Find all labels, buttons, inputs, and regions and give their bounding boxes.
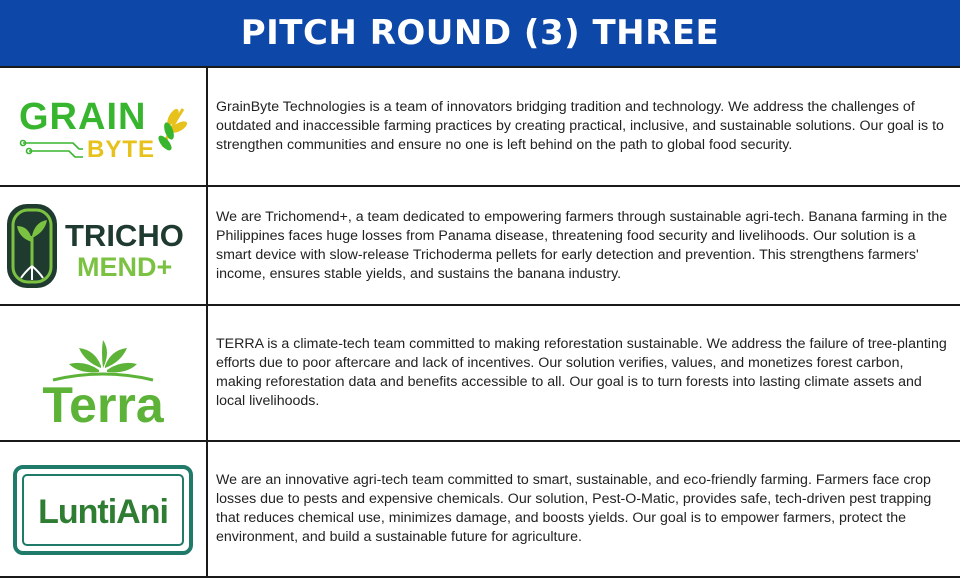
plant-shield-icon	[7, 204, 57, 288]
grainbyte-logo	[13, 87, 193, 167]
wheat-icon	[156, 107, 189, 152]
terra-logo-word: Terra	[42, 377, 164, 428]
luntiani-logo-cell	[0, 441, 207, 577]
trichomend-logo	[3, 196, 203, 296]
luntiani-description: We are an innovative agri-tech team committed to smart, sustainable, and eco-friendly farming. Farmers face crop losses due to pests and expensive chemicals. Our solution, Pest-O-Matic, provides safe, tech-driven pest trapping that reduces chemical use, minimizes damage, and boosts yields. Our goal is to empower farmers, protect the environment, and build a sustainable future for agriculture.	[207, 441, 960, 577]
circuit-icon	[21, 140, 84, 157]
luntiani-logo	[11, 459, 195, 559]
trichomend-logo-word-mend: MEND+	[77, 251, 173, 282]
team-row-luntiani	[0, 441, 960, 577]
team-row-terra	[0, 305, 960, 441]
luntiani-logo-word: LuntiAni	[38, 493, 168, 531]
grainbyte-logo-cell	[0, 68, 207, 186]
terra-logo-cell	[0, 305, 207, 441]
page-title: PITCH ROUND (3) THREE	[0, 0, 960, 68]
trichomend-description: We are Trichomend+, a team dedicated to empowering farmers through sustainable agri-tech. Banana farming in the Philippines faces huge losses from Panama disease, threatening food security and livelihoods. Our solution is a smart device with slow-release Trichoderma pellets for early detection and prevention. This strengthens farmers' income, ensures stable yields, and sustains the banana industry.	[207, 186, 960, 305]
grainbyte-logo-word-grain: GRAIN	[19, 95, 147, 138]
trichomend-logo-cell	[0, 186, 207, 305]
grainbyte-logo-word-byte: BYTE	[87, 135, 156, 163]
pitch-table	[0, 68, 960, 578]
terra-logo	[13, 318, 193, 428]
team-row-trichomend	[0, 186, 960, 305]
sprout-icon	[69, 340, 137, 372]
team-row-grainbyte	[0, 68, 960, 186]
trichomend-logo-word-tricho: TRICHO	[65, 217, 184, 253]
grainbyte-description: GrainByte Technologies is a team of innovators bridging tradition and technology. We address the challenges of outdated and inaccessible farming practices by creating practical, inclusive, and sustainable solutions. Our goal is to strengthen communities and ensure no one is left behind on the path to global food security.	[207, 68, 960, 186]
terra-description: TERRA is a climate-tech team committed to making reforestation sustainable. We address the failure of tree-planting efforts due to poor aftercare and lack of incentives. Our solution verifies, values, and monetizes forest carbon, making reforestation data and benefits accessible to all. Our goal is to turn forests into lasting climate assets and local livelihoods.	[207, 305, 960, 441]
